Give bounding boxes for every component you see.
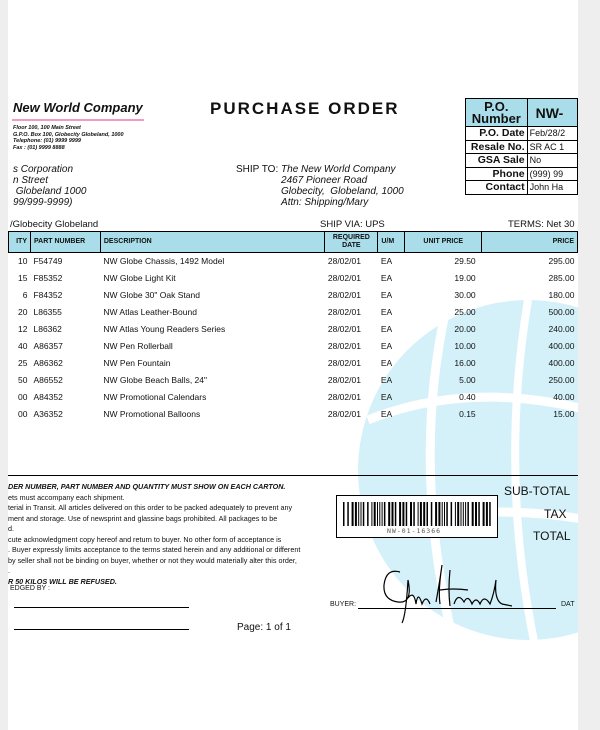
cell-um: EA [380,307,393,317]
barcode-bar [388,502,390,526]
terms-line: d. [8,524,14,533]
barcode-bar [355,502,357,526]
barcode-bar [379,502,380,526]
cell-required-date: 28/02/01 [327,273,361,283]
company-underline [12,119,144,121]
vendor-line: 99/999-9999) [13,197,73,208]
barcode-text: NW-01-16366 [387,527,442,535]
cell-quantity: 15 [18,273,28,283]
barcode-bar [384,502,386,526]
cell-description: NW Globe Chassis, 1492 Model [103,256,225,267]
barcode-bar [420,502,422,526]
cell-description: NW Pen Fountain [103,358,171,368]
telephone: Telephone: (01) 9999 9999 [13,138,81,144]
barcode-bar [451,502,453,526]
ship-to-line: The New World Company [281,164,396,175]
company-name: New World Company [13,100,143,115]
barcode-bar [465,502,466,526]
acknowledged-by-label: EDGED BY : [10,585,50,592]
terms-bold-weight: R 50 KILOS WILL BE REFUSED. [8,576,117,586]
terms-conditions [8,482,300,587]
header-quantity: ITY [9,232,31,253]
cell-um: EA [380,392,393,402]
barcode-bar [461,502,462,526]
gsa-value: No [527,154,577,168]
barcode-bar [486,502,488,526]
barcode-bar [418,502,419,526]
table-row [9,406,578,423]
fax: Fax : (01) 9999 8888 [13,144,65,151]
barcode-bar [343,502,345,526]
barcode-bar [347,502,349,526]
cell-quantity: 12 [18,324,28,334]
ship-to-line: Attn: Shipping/Mary [281,197,369,208]
terms-line: by seller shall not be binding on buyer, whether or not they would materially alter this order, [8,555,297,565]
cell-unit-price: 20.00 [454,324,476,334]
cell-description: NW Atlas Young Readers Series [103,324,226,334]
barcode-bar [363,502,365,526]
barcode-bar [410,502,412,526]
barcode-bar [399,502,401,526]
ship-to-line: Globecity, Globeland, 1000 [281,186,404,197]
cell-part-number: A84352 [33,392,63,402]
table-row [9,253,578,270]
contact-value: John Ha [527,181,577,195]
cell-description: NW Promotional Balloons [103,409,201,419]
cell-unit-price: 0.15 [459,409,476,419]
cell-um: EA [380,256,393,267]
cell-um: EA [380,358,393,368]
barcode-bar [457,502,459,526]
terms-line: . Buyer expressly limits acceptance to the terms stated herein and any additional or different [8,545,301,554]
cell-price: 500.00 [548,307,575,317]
barcode-bar [377,502,378,526]
barcode-bar [406,502,408,526]
header-price: PRICE [482,232,578,253]
barcode-bar [467,502,469,526]
po-date-label: P.O. Date [466,127,528,141]
cell-unit-price: 25.00 [454,307,476,317]
cell-required-date: 28/02/01 [327,409,361,419]
vendor-line: n Street [13,175,49,186]
cell-unit-price: 10.00 [454,341,476,351]
cell-price: 295.00 [548,256,575,267]
table-row [9,321,578,338]
terms-line: ets must accompany each shipment. [8,492,125,502]
cell-part-number: F54749 [33,256,63,267]
gsa-label: GSA Sale [466,154,528,168]
barcode-bar [435,502,437,526]
cell-price: 285.00 [548,273,575,283]
cell-required-date: 28/02/01 [327,290,361,300]
contact-label: Contact [466,181,528,195]
header-required-date: REQUIRED DATE [325,232,378,253]
barcode-bar [413,502,415,526]
header-description: DESCRIPTION [100,232,324,253]
cell-unit-price: 16.00 [454,358,476,368]
cell-part-number: A86362 [33,358,63,368]
cell-unit-price: 19.00 [454,273,476,283]
table-row [9,338,578,355]
address-line: G.P.O. Box 100, Globecity Globeland, 1000 [13,131,124,138]
cell-price: 40.00 [553,392,575,402]
address-line: Floor 100, 100 Main Street [13,125,81,131]
cell-um: EA [380,273,393,283]
cell-part-number: F85352 [33,273,63,283]
cell-description: NW Promotional Calendars [103,392,207,402]
table-row [9,270,578,287]
total-label: TOTAL [533,529,571,543]
cell-required-date: 28/02/01 [327,256,361,267]
barcode-bar [455,502,456,526]
subtotal-label: SUB-TOTAL [504,484,571,498]
cell-required-date: 28/02/01 [327,307,361,317]
cell-price: 250.00 [548,375,575,385]
cell-description: NW Globe 30" Oak Stand [103,290,200,300]
cell-description: NW Globe Light Kit [103,273,176,283]
barcode-bar [352,502,354,526]
cell-price: 400.00 [548,341,575,351]
cell-price: 240.00 [548,324,575,334]
po-number-label: P.O. Number [466,99,528,127]
cell-part-number: A36352 [33,409,63,419]
cell-quantity: 6 [22,290,28,300]
po-date-value: Feb/28/2 [527,127,577,141]
barcode-bar [478,502,480,526]
phone-label: Phone [466,167,528,181]
barcode-bar [395,502,397,526]
cell-required-date: 28/02/01 [327,358,361,368]
cell-part-number: A86357 [33,341,63,351]
barcode-bar [442,502,443,526]
table-row [9,304,578,321]
cell-price: 15.00 [553,409,575,419]
purchase-order-document [8,0,578,730]
buyer-label: BUYER: [330,601,357,608]
vendor-city: /Globecity Globeland [10,219,99,230]
cell-um: EA [380,324,393,334]
barcode-bar [423,502,425,526]
cell-description: NW Atlas Leather-Bound [103,307,197,317]
cell-um: EA [380,290,393,300]
cell-price: 400.00 [548,358,575,368]
terms-bold-carton: DER NUMBER, PART NUMBER AND QUANTITY MUST SHOW ON EACH CARTON. [8,482,286,491]
ship-via: SHIP VIA: UPS [320,219,385,230]
cell-quantity: 20 [18,307,28,317]
header-part-number: PART NUMBER [30,232,100,253]
barcode-bar [392,502,394,526]
cell-um: EA [380,409,393,419]
cell-quantity: 25 [18,358,28,368]
barcode-bar [371,502,372,526]
header-um: U/M [378,232,405,253]
ship-to-line: 2467 Pioneer Road [281,175,368,186]
barcode-bar [382,502,383,526]
barcode-bar [402,502,404,526]
cell-um: EA [380,341,393,351]
resale-value: SR AC 1 [527,140,577,154]
po-number-value: NW- [527,99,577,127]
cell-description: NW Globe Beach Balls, 24" [103,375,208,385]
cell-required-date: 28/02/01 [327,375,361,385]
barcode-bar [483,502,485,526]
terms-line: ment and storage. Use of newsprint and glassine bags prohibited. All packages to be [8,513,278,523]
header-unit-price: UNIT PRICE [405,232,482,253]
tax-label: TAX [544,507,567,521]
table-row [9,287,578,304]
cell-unit-price: 29.50 [454,256,476,267]
vendor-address [13,164,86,208]
cell-quantity: 00 [18,409,28,419]
barcode-bar [367,502,369,526]
acknowledged-signature-line [14,607,189,608]
barcode-bar [358,502,359,526]
document-title: PURCHASE ORDER [210,99,400,118]
divider [8,475,578,476]
cell-required-date: 28/02/01 [327,324,361,334]
ship-to [236,164,404,208]
po-info-table [465,98,578,195]
barcode-bar [438,502,440,526]
barcode-bar [472,502,474,526]
barcode-bar [374,502,376,526]
cell-part-number: A86552 [33,375,63,385]
date-label: DAT [561,601,575,608]
ship-to-label: SHIP TO: [236,164,279,175]
terms-line: terial in Transit. All articles delivered on this order to be packed adequately to prevent any [8,503,293,512]
cell-um: EA [380,375,393,385]
barcode-bars [343,502,503,526]
barcode-bar [361,502,362,526]
cell-price: 180.00 [548,290,575,300]
barcode [336,495,498,538]
cell-part-number: F84352 [33,290,63,300]
resale-label: Resale No. [466,140,528,154]
buyer-signature [378,560,518,625]
line-items-table [8,231,578,423]
table-row [9,355,578,372]
cell-unit-price: 0.40 [459,392,476,402]
cell-unit-price: 5.00 [459,375,476,385]
phone-value: (999) 99 [527,167,577,181]
barcode-bar [463,502,464,526]
cell-unit-price: 30.00 [454,290,476,300]
barcode-bar [444,502,445,526]
terms: TERMS: Net 30 [508,219,575,230]
cell-required-date: 28/02/01 [327,341,361,351]
page-number: Page: 1 of 1 [237,622,291,633]
cell-quantity: 00 [18,392,28,402]
terms-line: cute acknowledgment copy hereof and return to buyer. No other form of acceptance is [8,534,282,544]
barcode-bar [489,502,491,526]
terms-line: . [8,566,10,575]
barcode-bar [431,502,433,526]
cell-part-number: L86362 [33,324,62,334]
cell-quantity: 40 [18,341,28,351]
cell-quantity: 10 [18,256,28,267]
cell-description: NW Pen Rollerball [103,341,173,351]
company-address [13,125,124,151]
barcode-bar [427,502,429,526]
vendor-line: s Corporation [13,164,74,175]
cell-part-number: L86355 [33,307,62,317]
cell-required-date: 28/02/01 [327,392,361,402]
vendor-line: Globeland 1000 [13,186,87,197]
table-row [9,389,578,406]
table-row [9,372,578,389]
barcode-bar [475,502,477,526]
cell-quantity: 50 [18,375,28,385]
acknowledged-date-line [14,629,189,630]
barcode-bar [446,502,448,526]
